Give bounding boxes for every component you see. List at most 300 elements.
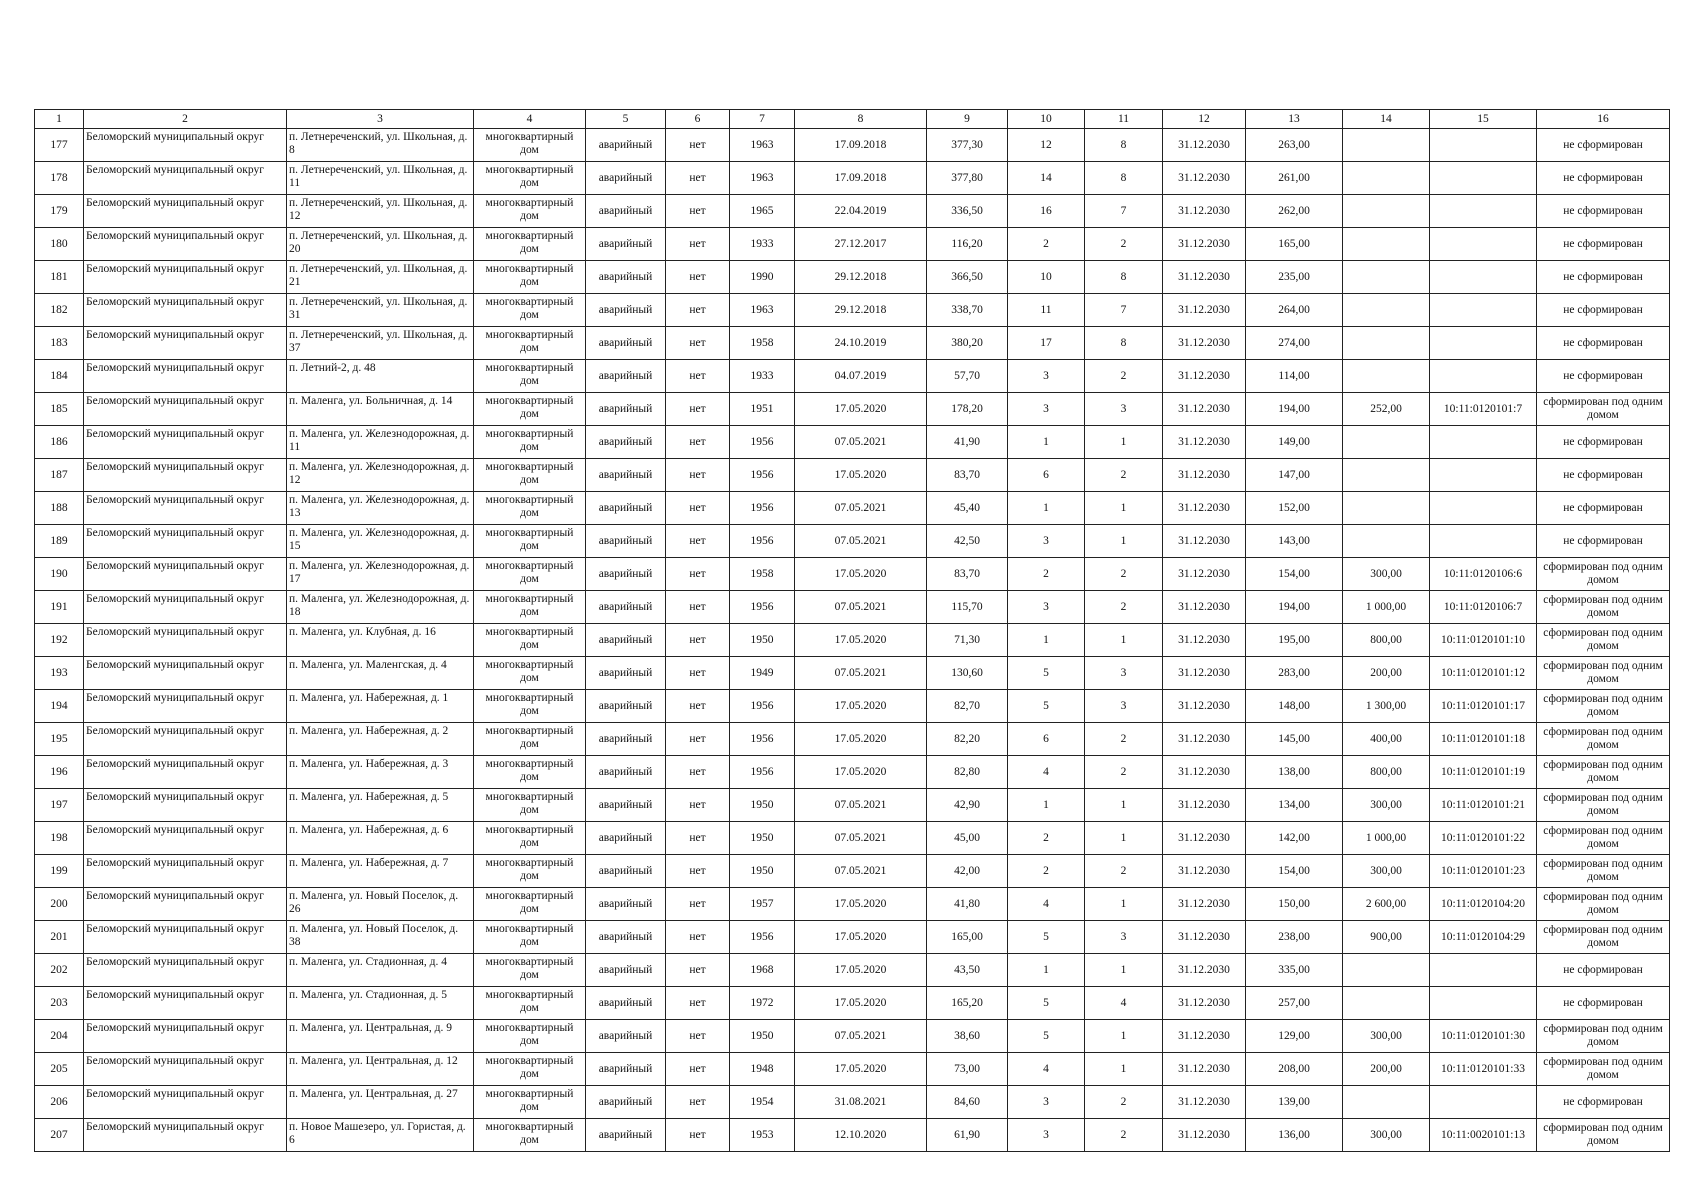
- deadline-cell: 31.12.2030: [1163, 657, 1246, 690]
- address-cell: п. Летнереченский, ул. Школьная, д. 21: [287, 261, 474, 294]
- land-status-cell: сформирован под одним домом: [1537, 1020, 1670, 1053]
- condition-cell: аварийный: [586, 162, 666, 195]
- count-cell: 1: [1008, 789, 1085, 822]
- land-area-cell: [1343, 327, 1430, 360]
- count-cell: 3: [1008, 525, 1085, 558]
- value-cell: 152,00: [1246, 492, 1343, 525]
- land-status-cell: сформирован под одним домом: [1537, 624, 1670, 657]
- building-type-cell: многоквартирный дом: [474, 525, 586, 558]
- address-cell: п. Маленга, ул. Набережная, д. 6: [287, 822, 474, 855]
- count-cell: 2: [1085, 723, 1163, 756]
- deadline-cell: 31.12.2030: [1163, 426, 1246, 459]
- building-type-cell: многоквартирный дом: [474, 855, 586, 888]
- row-number-cell: 190: [35, 558, 84, 591]
- land-status-cell: не сформирован: [1537, 261, 1670, 294]
- land-status-cell: не сформирован: [1537, 459, 1670, 492]
- land-area-cell: 1 000,00: [1343, 822, 1430, 855]
- value-cell: 194,00: [1246, 393, 1343, 426]
- count-cell: 2: [1085, 558, 1163, 591]
- address-cell: п. Маленга, ул. Железнодорожная, д. 17: [287, 558, 474, 591]
- cadastral-number-cell: [1430, 459, 1537, 492]
- count-cell: 2: [1085, 1119, 1163, 1152]
- year-cell: 1953: [730, 1119, 795, 1152]
- cadastral-number-cell: 10:11:0120101:18: [1430, 723, 1537, 756]
- year-cell: 1956: [730, 690, 795, 723]
- cadastral-number-cell: 10:11:0120101:17: [1430, 690, 1537, 723]
- flag-cell: нет: [666, 261, 730, 294]
- year-cell: 1948: [730, 1053, 795, 1086]
- deadline-cell: 31.12.2030: [1163, 591, 1246, 624]
- column-header: 16: [1537, 110, 1670, 129]
- date-cell: 29.12.2018: [795, 261, 927, 294]
- row-number-cell: 177: [35, 129, 84, 162]
- count-cell: 8: [1085, 327, 1163, 360]
- row-number-cell: 193: [35, 657, 84, 690]
- count-cell: 1: [1008, 624, 1085, 657]
- year-cell: 1956: [730, 921, 795, 954]
- date-cell: 17.05.2020: [795, 756, 927, 789]
- flag-cell: нет: [666, 1053, 730, 1086]
- date-cell: 24.10.2019: [795, 327, 927, 360]
- flag-cell: нет: [666, 327, 730, 360]
- table-row: [35, 162, 1670, 195]
- address-cell: п. Маленга, ул. Новый Поселок, д. 38: [287, 921, 474, 954]
- area-cell: 82,70: [927, 690, 1008, 723]
- flag-cell: нет: [666, 921, 730, 954]
- condition-cell: аварийный: [586, 393, 666, 426]
- year-cell: 1963: [730, 162, 795, 195]
- count-cell: 4: [1008, 756, 1085, 789]
- land-status-cell: сформирован под одним домом: [1537, 690, 1670, 723]
- municipality-cell: Беломорский муниципальный округ: [84, 294, 287, 327]
- deadline-cell: 31.12.2030: [1163, 789, 1246, 822]
- column-header: 14: [1343, 110, 1430, 129]
- flag-cell: нет: [666, 1020, 730, 1053]
- flag-cell: нет: [666, 987, 730, 1020]
- address-cell: п. Маленга, ул. Железнодорожная, д. 13: [287, 492, 474, 525]
- count-cell: 1: [1085, 1020, 1163, 1053]
- address-cell: п. Маленга, ул. Клубная, д. 16: [287, 624, 474, 657]
- column-header: 3: [287, 110, 474, 129]
- address-cell: п. Летнереченский, ул. Школьная, д. 11: [287, 162, 474, 195]
- count-cell: 6: [1008, 723, 1085, 756]
- building-type-cell: многоквартирный дом: [474, 954, 586, 987]
- flag-cell: нет: [666, 459, 730, 492]
- building-type-cell: многоквартирный дом: [474, 228, 586, 261]
- row-number-cell: 194: [35, 690, 84, 723]
- flag-cell: нет: [666, 129, 730, 162]
- land-area-cell: [1343, 261, 1430, 294]
- flag-cell: нет: [666, 624, 730, 657]
- municipality-cell: Беломорский муниципальный округ: [84, 162, 287, 195]
- column-number-row: [35, 110, 1670, 129]
- table-row: [35, 789, 1670, 822]
- cadastral-number-cell: [1430, 360, 1537, 393]
- deadline-cell: 31.12.2030: [1163, 624, 1246, 657]
- table-row: [35, 723, 1670, 756]
- cadastral-number-cell: [1430, 525, 1537, 558]
- count-cell: 2: [1085, 360, 1163, 393]
- condition-cell: аварийный: [586, 888, 666, 921]
- date-cell: 17.09.2018: [795, 162, 927, 195]
- deadline-cell: 31.12.2030: [1163, 195, 1246, 228]
- land-status-cell: сформирован под одним домом: [1537, 789, 1670, 822]
- building-type-cell: многоквартирный дом: [474, 987, 586, 1020]
- land-area-cell: [1343, 987, 1430, 1020]
- land-status-cell: не сформирован: [1537, 987, 1670, 1020]
- deadline-cell: 31.12.2030: [1163, 756, 1246, 789]
- area-cell: 84,60: [927, 1086, 1008, 1119]
- land-area-cell: 800,00: [1343, 624, 1430, 657]
- cadastral-number-cell: 10:11:0120101:19: [1430, 756, 1537, 789]
- date-cell: 31.08.2021: [795, 1086, 927, 1119]
- value-cell: 154,00: [1246, 855, 1343, 888]
- year-cell: 1950: [730, 624, 795, 657]
- municipality-cell: Беломорский муниципальный округ: [84, 921, 287, 954]
- count-cell: 4: [1085, 987, 1163, 1020]
- condition-cell: аварийный: [586, 129, 666, 162]
- flag-cell: нет: [666, 1119, 730, 1152]
- address-cell: п. Маленга, ул. Центральная, д. 27: [287, 1086, 474, 1119]
- column-header: 4: [474, 110, 586, 129]
- land-area-cell: 252,00: [1343, 393, 1430, 426]
- table-row: [35, 888, 1670, 921]
- year-cell: 1972: [730, 987, 795, 1020]
- row-number-cell: 195: [35, 723, 84, 756]
- value-cell: 149,00: [1246, 426, 1343, 459]
- count-cell: 2: [1085, 459, 1163, 492]
- building-type-cell: многоквартирный дом: [474, 492, 586, 525]
- table-row: [35, 195, 1670, 228]
- building-type-cell: многоквартирный дом: [474, 921, 586, 954]
- building-type-cell: многоквартирный дом: [474, 1020, 586, 1053]
- land-status-cell: не сформирован: [1537, 195, 1670, 228]
- row-number-cell: 189: [35, 525, 84, 558]
- municipality-cell: Беломорский муниципальный округ: [84, 657, 287, 690]
- table-row: [35, 294, 1670, 327]
- area-cell: 45,00: [927, 822, 1008, 855]
- cadastral-number-cell: [1430, 129, 1537, 162]
- cadastral-number-cell: [1430, 426, 1537, 459]
- cadastral-number-cell: [1430, 1086, 1537, 1119]
- year-cell: 1950: [730, 822, 795, 855]
- count-cell: 2: [1085, 228, 1163, 261]
- municipality-cell: Беломорский муниципальный округ: [84, 261, 287, 294]
- land-status-cell: сформирован под одним домом: [1537, 657, 1670, 690]
- cadastral-number-cell: [1430, 987, 1537, 1020]
- flag-cell: нет: [666, 591, 730, 624]
- area-cell: 377,30: [927, 129, 1008, 162]
- count-cell: 2: [1085, 855, 1163, 888]
- deadline-cell: 31.12.2030: [1163, 723, 1246, 756]
- land-area-cell: [1343, 360, 1430, 393]
- condition-cell: аварийный: [586, 723, 666, 756]
- year-cell: 1956: [730, 525, 795, 558]
- value-cell: 165,00: [1246, 228, 1343, 261]
- building-type-cell: многоквартирный дом: [474, 1086, 586, 1119]
- municipality-cell: Беломорский муниципальный округ: [84, 525, 287, 558]
- cadastral-number-cell: [1430, 261, 1537, 294]
- land-status-cell: не сформирован: [1537, 327, 1670, 360]
- building-type-cell: многоквартирный дом: [474, 591, 586, 624]
- date-cell: 17.05.2020: [795, 393, 927, 426]
- area-cell: 130,60: [927, 657, 1008, 690]
- building-type-cell: многоквартирный дом: [474, 723, 586, 756]
- value-cell: 145,00: [1246, 723, 1343, 756]
- table-row: [35, 954, 1670, 987]
- municipality-cell: Беломорский муниципальный округ: [84, 360, 287, 393]
- condition-cell: аварийный: [586, 228, 666, 261]
- count-cell: 11: [1008, 294, 1085, 327]
- condition-cell: аварийный: [586, 756, 666, 789]
- cadastral-number-cell: 10:11:0120101:12: [1430, 657, 1537, 690]
- address-cell: п. Маленга, ул. Стадионная, д. 5: [287, 987, 474, 1020]
- count-cell: 1: [1085, 1053, 1163, 1086]
- address-cell: п. Летнереченский, ул. Школьная, д. 37: [287, 327, 474, 360]
- count-cell: 1: [1008, 954, 1085, 987]
- year-cell: 1965: [730, 195, 795, 228]
- count-cell: 1: [1085, 492, 1163, 525]
- area-cell: 42,50: [927, 525, 1008, 558]
- municipality-cell: Беломорский муниципальный округ: [84, 492, 287, 525]
- cadastral-number-cell: [1430, 327, 1537, 360]
- deadline-cell: 31.12.2030: [1163, 525, 1246, 558]
- area-cell: 178,20: [927, 393, 1008, 426]
- value-cell: 142,00: [1246, 822, 1343, 855]
- deadline-cell: 31.12.2030: [1163, 228, 1246, 261]
- building-type-cell: многоквартирный дом: [474, 690, 586, 723]
- address-cell: п. Летнереченский, ул. Школьная, д. 20: [287, 228, 474, 261]
- cadastral-number-cell: 10:11:0120101:33: [1430, 1053, 1537, 1086]
- row-number-cell: 181: [35, 261, 84, 294]
- value-cell: 238,00: [1246, 921, 1343, 954]
- cadastral-number-cell: [1430, 228, 1537, 261]
- land-area-cell: 1 000,00: [1343, 591, 1430, 624]
- address-cell: п. Новое Машезеро, ул. Гористая, д. 6: [287, 1119, 474, 1152]
- row-number-cell: 178: [35, 162, 84, 195]
- column-header: 8: [795, 110, 927, 129]
- count-cell: 5: [1008, 690, 1085, 723]
- value-cell: 114,00: [1246, 360, 1343, 393]
- condition-cell: аварийный: [586, 426, 666, 459]
- building-type-cell: многоквартирный дом: [474, 1119, 586, 1152]
- row-number-cell: 206: [35, 1086, 84, 1119]
- flag-cell: нет: [666, 426, 730, 459]
- building-type-cell: многоквартирный дом: [474, 558, 586, 591]
- date-cell: 17.05.2020: [795, 987, 927, 1020]
- municipality-cell: Беломорский муниципальный округ: [84, 756, 287, 789]
- value-cell: 134,00: [1246, 789, 1343, 822]
- land-status-cell: сформирован под одним домом: [1537, 822, 1670, 855]
- count-cell: 2: [1085, 591, 1163, 624]
- area-cell: 115,70: [927, 591, 1008, 624]
- area-cell: 380,20: [927, 327, 1008, 360]
- year-cell: 1950: [730, 855, 795, 888]
- year-cell: 1963: [730, 294, 795, 327]
- deadline-cell: 31.12.2030: [1163, 690, 1246, 723]
- table-row: [35, 393, 1670, 426]
- date-cell: 07.05.2021: [795, 492, 927, 525]
- building-type-cell: многоквартирный дом: [474, 459, 586, 492]
- value-cell: 195,00: [1246, 624, 1343, 657]
- date-cell: 17.05.2020: [795, 558, 927, 591]
- area-cell: 45,40: [927, 492, 1008, 525]
- cadastral-number-cell: 10:11:0120104:20: [1430, 888, 1537, 921]
- area-cell: 43,50: [927, 954, 1008, 987]
- flag-cell: нет: [666, 954, 730, 987]
- date-cell: 22.04.2019: [795, 195, 927, 228]
- count-cell: 8: [1085, 261, 1163, 294]
- deadline-cell: 31.12.2030: [1163, 459, 1246, 492]
- value-cell: 147,00: [1246, 459, 1343, 492]
- building-type-cell: многоквартирный дом: [474, 360, 586, 393]
- table-row: [35, 459, 1670, 492]
- value-cell: 138,00: [1246, 756, 1343, 789]
- table-row: [35, 327, 1670, 360]
- value-cell: 154,00: [1246, 558, 1343, 591]
- year-cell: 1933: [730, 228, 795, 261]
- flag-cell: нет: [666, 690, 730, 723]
- municipality-cell: Беломорский муниципальный округ: [84, 690, 287, 723]
- address-cell: п. Маленга, ул. Набережная, д. 5: [287, 789, 474, 822]
- date-cell: 17.05.2020: [795, 459, 927, 492]
- address-cell: п. Маленга, ул. Набережная, д. 7: [287, 855, 474, 888]
- table-row: [35, 657, 1670, 690]
- year-cell: 1956: [730, 426, 795, 459]
- municipality-cell: Беломорский муниципальный округ: [84, 129, 287, 162]
- deadline-cell: 31.12.2030: [1163, 822, 1246, 855]
- land-area-cell: [1343, 294, 1430, 327]
- condition-cell: аварийный: [586, 525, 666, 558]
- column-header: 11: [1085, 110, 1163, 129]
- row-number-cell: 199: [35, 855, 84, 888]
- count-cell: 7: [1085, 195, 1163, 228]
- area-cell: 42,00: [927, 855, 1008, 888]
- flag-cell: нет: [666, 822, 730, 855]
- municipality-cell: Беломорский муниципальный округ: [84, 855, 287, 888]
- flag-cell: нет: [666, 492, 730, 525]
- count-cell: 2: [1085, 1086, 1163, 1119]
- condition-cell: аварийный: [586, 822, 666, 855]
- count-cell: 5: [1008, 657, 1085, 690]
- table-row: [35, 426, 1670, 459]
- count-cell: 5: [1008, 987, 1085, 1020]
- count-cell: 1: [1085, 822, 1163, 855]
- land-area-cell: [1343, 228, 1430, 261]
- area-cell: 83,70: [927, 459, 1008, 492]
- land-area-cell: 2 600,00: [1343, 888, 1430, 921]
- area-cell: 82,80: [927, 756, 1008, 789]
- year-cell: 1963: [730, 129, 795, 162]
- land-status-cell: не сформирован: [1537, 129, 1670, 162]
- municipality-cell: Беломорский муниципальный округ: [84, 789, 287, 822]
- land-status-cell: сформирован под одним домом: [1537, 723, 1670, 756]
- land-area-cell: [1343, 426, 1430, 459]
- deadline-cell: 31.12.2030: [1163, 1086, 1246, 1119]
- date-cell: 17.05.2020: [795, 723, 927, 756]
- table-body: [35, 129, 1670, 1152]
- municipality-cell: Беломорский муниципальный округ: [84, 459, 287, 492]
- building-type-cell: многоквартирный дом: [474, 393, 586, 426]
- row-number-cell: 197: [35, 789, 84, 822]
- land-status-cell: не сформирован: [1537, 228, 1670, 261]
- row-number-cell: 188: [35, 492, 84, 525]
- date-cell: 17.05.2020: [795, 1053, 927, 1086]
- land-area-cell: 300,00: [1343, 1119, 1430, 1152]
- deadline-cell: 31.12.2030: [1163, 360, 1246, 393]
- date-cell: 17.09.2018: [795, 129, 927, 162]
- row-number-cell: 183: [35, 327, 84, 360]
- row-number-cell: 200: [35, 888, 84, 921]
- row-number-cell: 207: [35, 1119, 84, 1152]
- table-row: [35, 558, 1670, 591]
- land-status-cell: сформирован под одним домом: [1537, 921, 1670, 954]
- count-cell: 8: [1085, 162, 1163, 195]
- municipality-cell: Беломорский муниципальный округ: [84, 1020, 287, 1053]
- building-type-cell: многоквартирный дом: [474, 294, 586, 327]
- cadastral-number-cell: [1430, 195, 1537, 228]
- year-cell: 1990: [730, 261, 795, 294]
- row-number-cell: 192: [35, 624, 84, 657]
- cadastral-number-cell: [1430, 162, 1537, 195]
- address-cell: п. Летнереченский, ул. Школьная, д. 31: [287, 294, 474, 327]
- count-cell: 16: [1008, 195, 1085, 228]
- deadline-cell: 31.12.2030: [1163, 558, 1246, 591]
- date-cell: 17.05.2020: [795, 690, 927, 723]
- count-cell: 1: [1008, 492, 1085, 525]
- land-area-cell: 300,00: [1343, 558, 1430, 591]
- cadastral-number-cell: 10:11:0120101:22: [1430, 822, 1537, 855]
- land-status-cell: не сформирован: [1537, 426, 1670, 459]
- flag-cell: нет: [666, 756, 730, 789]
- condition-cell: аварийный: [586, 459, 666, 492]
- count-cell: 3: [1085, 921, 1163, 954]
- year-cell: 1958: [730, 327, 795, 360]
- condition-cell: аварийный: [586, 1086, 666, 1119]
- row-number-cell: 196: [35, 756, 84, 789]
- building-type-cell: многоквартирный дом: [474, 195, 586, 228]
- column-header: 1: [35, 110, 84, 129]
- area-cell: 57,70: [927, 360, 1008, 393]
- year-cell: 1958: [730, 558, 795, 591]
- land-area-cell: [1343, 129, 1430, 162]
- area-cell: 73,00: [927, 1053, 1008, 1086]
- land-status-cell: не сформирован: [1537, 162, 1670, 195]
- date-cell: 07.05.2021: [795, 1020, 927, 1053]
- table-row: [35, 129, 1670, 162]
- row-number-cell: 186: [35, 426, 84, 459]
- land-status-cell: сформирован под одним домом: [1537, 558, 1670, 591]
- flag-cell: нет: [666, 1086, 730, 1119]
- year-cell: 1956: [730, 459, 795, 492]
- count-cell: 3: [1008, 591, 1085, 624]
- address-cell: п. Маленга, ул. Больничная, д. 14: [287, 393, 474, 426]
- date-cell: 17.05.2020: [795, 888, 927, 921]
- condition-cell: аварийный: [586, 591, 666, 624]
- condition-cell: аварийный: [586, 261, 666, 294]
- land-status-cell: сформирован под одним домом: [1537, 855, 1670, 888]
- building-type-cell: многоквартирный дом: [474, 327, 586, 360]
- count-cell: 7: [1085, 294, 1163, 327]
- condition-cell: аварийный: [586, 360, 666, 393]
- count-cell: 8: [1085, 129, 1163, 162]
- count-cell: 2: [1008, 822, 1085, 855]
- municipality-cell: Беломорский муниципальный округ: [84, 327, 287, 360]
- year-cell: 1933: [730, 360, 795, 393]
- address-cell: п. Маленга, ул. Железнодорожная, д. 12: [287, 459, 474, 492]
- land-area-cell: 300,00: [1343, 1020, 1430, 1053]
- year-cell: 1954: [730, 1086, 795, 1119]
